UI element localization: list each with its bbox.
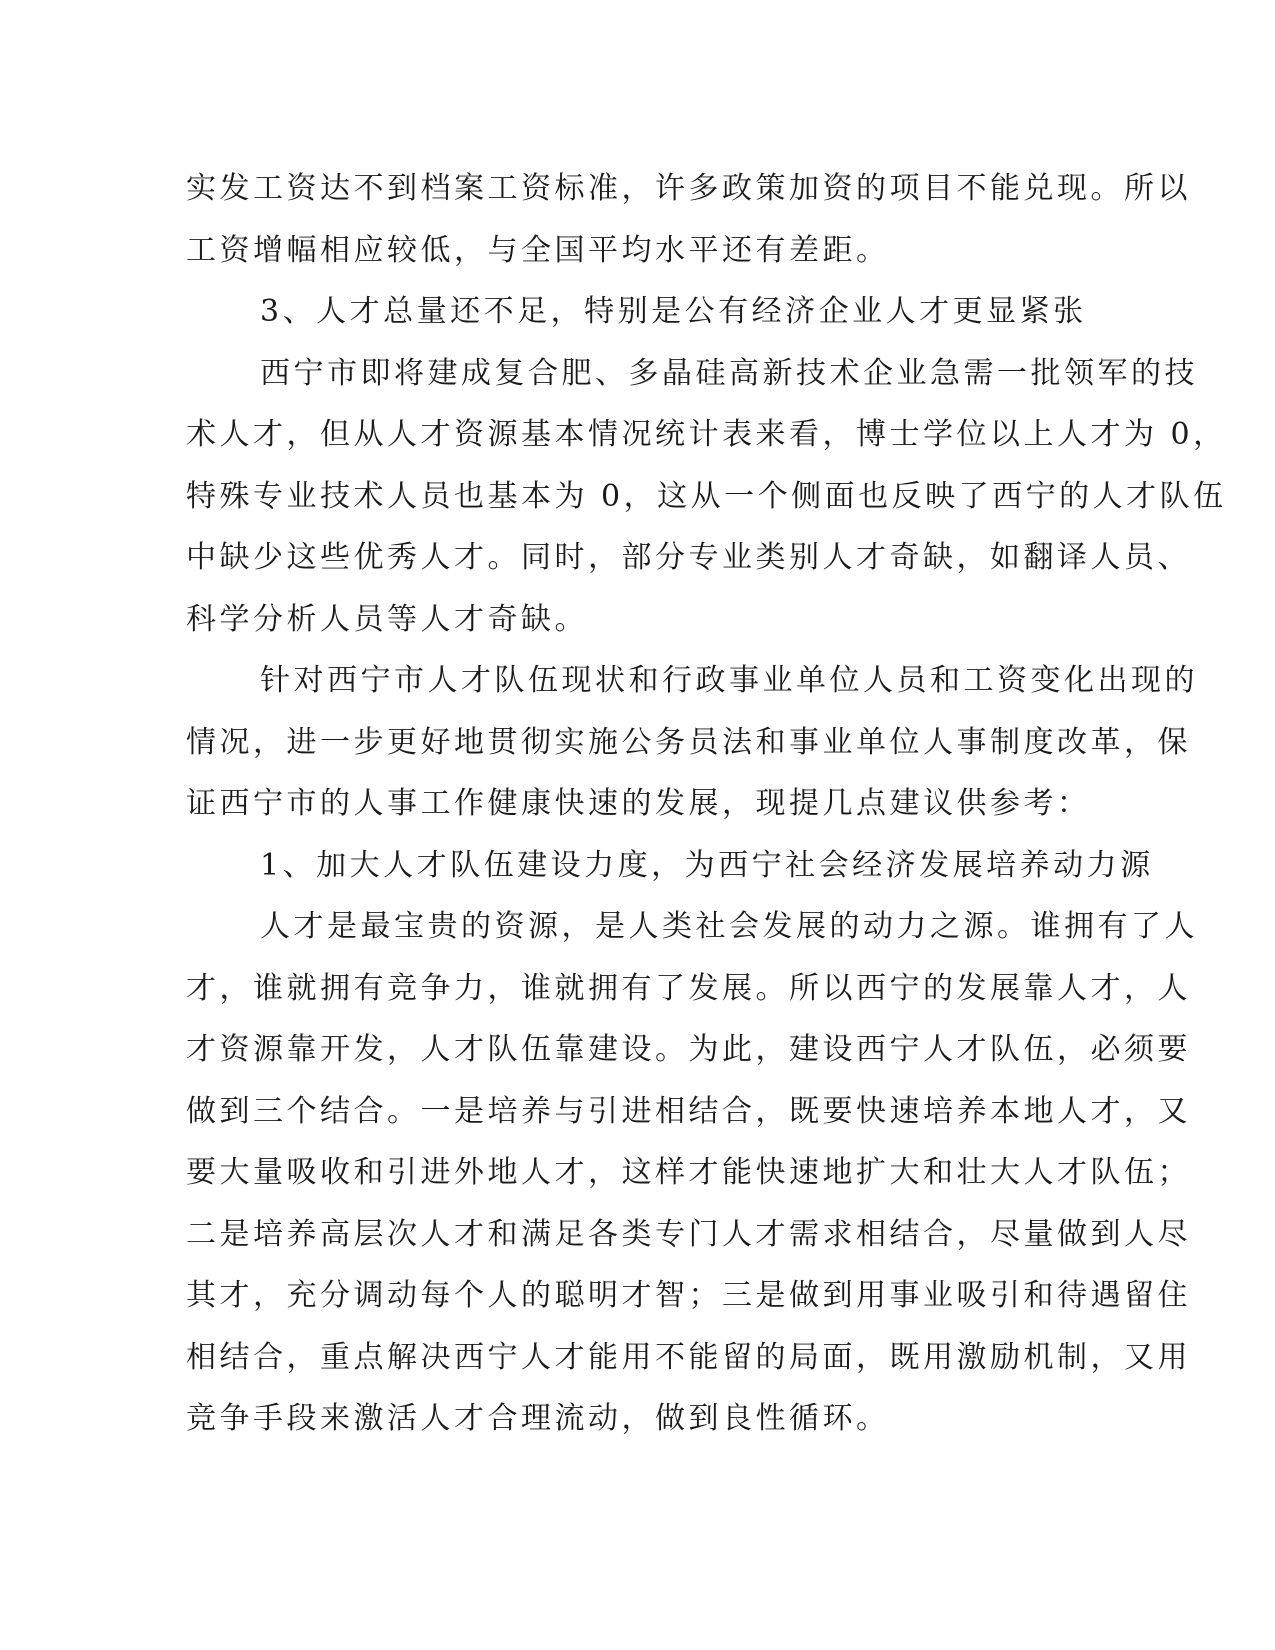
- text-line: 西宁市即将建成复合肥、多晶硅高新技术企业急需一批领军的技: [260, 355, 1198, 391]
- text-line: 竞争手段来激活人才合理流动，做到良性循环。: [186, 1401, 890, 1436]
- document-body: [186, 158, 1227, 1450]
- text-line: 要大量吸收和引进外地人才，这样才能快速地扩大和壮大人才队伍；: [186, 1155, 1191, 1190]
- text-line: 中缺少这些优秀人才。同时，部分专业类别人才奇缺，如翻译人员、: [186, 540, 1191, 575]
- section-heading: 3、人才总量还不足，特别是公有经济企业人才更显紧张: [260, 294, 1087, 329]
- text-line: 针对西宁市人才队伍现状和行政事业单位人员和工资变化出现的: [260, 663, 1198, 698]
- text-line: 其才，充分调动每个人的聪明才智；三是做到用事业吸引和待遇留住: [186, 1278, 1191, 1313]
- section-heading: 1、加大人才队伍建设力度，为西宁社会经济发展培养动力源: [260, 847, 1154, 883]
- text-line: 二是培养高层次人才和满足各类专门人才需求相结合，尽量做到人尽: [186, 1216, 1191, 1252]
- text-line: 特殊专业技术人员也基本为 0，这从一个侧面也反映了西宁的人才队伍: [186, 478, 1227, 514]
- text-line: 做到三个结合。一是培养与引进相结合，既要快速培养本地人才，又: [186, 1093, 1191, 1129]
- text-line: 证西宁市的人事工作健康快速的发展，现提几点建议供参考：: [186, 786, 1091, 821]
- text-line: 情况，进一步更好地贯彻实施公务员法和事业单位人事制度改革，保: [186, 724, 1191, 760]
- text-line: 工资增幅相应较低，与全国平均水平还有差距。: [186, 232, 890, 268]
- text-line: 才，谁就拥有竞争力，谁就拥有了发展。所以西宁的发展靠人才，人: [186, 970, 1191, 1006]
- text-line: 人才是最宝贵的资源，是人类社会发展的动力之源。谁拥有了人: [260, 909, 1198, 944]
- text-line: 科学分析人员等人才奇缺。: [186, 601, 588, 637]
- text-line: 才资源靠开发，人才队伍靠建设。为此，建设西宁人才队伍，必须要: [186, 1032, 1191, 1067]
- text-line: 实发工资达不到档案工资标准，许多政策加资的项目不能兑现。所以: [186, 171, 1191, 206]
- text-line: 术人才，但从人才资源基本情况统计表来看，博士学位以上人才为 0，: [186, 417, 1227, 452]
- text-line: 相结合，重点解决西宁人才能用不能留的局面，既用激励机制，又用: [186, 1339, 1191, 1375]
